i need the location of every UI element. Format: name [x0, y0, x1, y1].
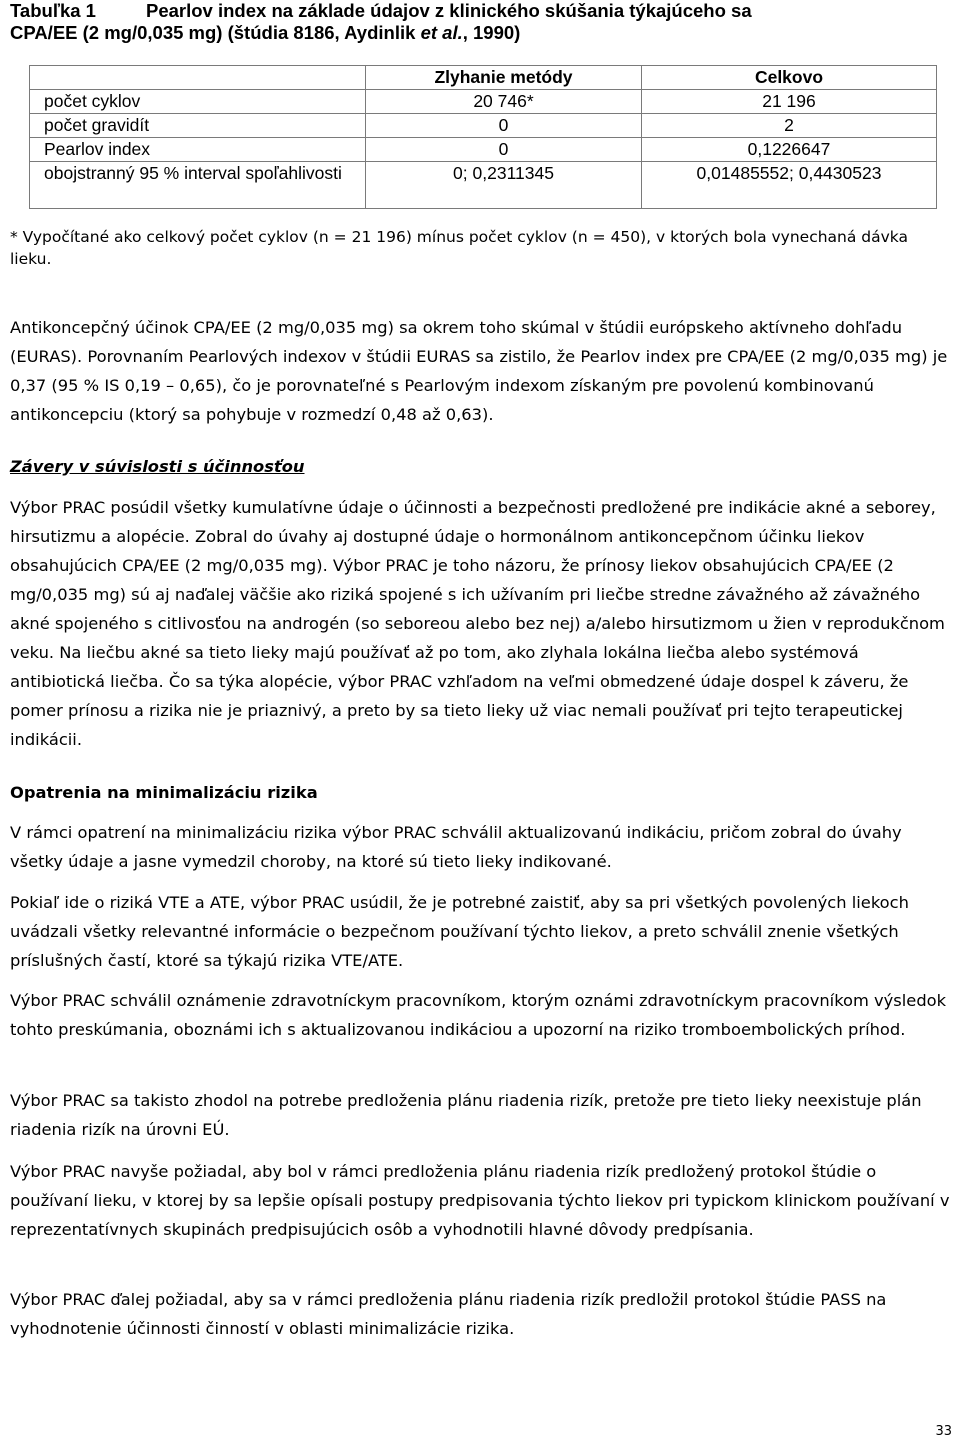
page-number: 33: [935, 1424, 952, 1439]
method-failure-value: 0: [366, 114, 642, 138]
total-value: 2: [642, 114, 937, 138]
table-footnote: * Vypočítané ako celkový počet cyklov (n = 21 196) mínus počet cyklov (n = 450), v ktorých bola vynechaná dávka lieku.: [10, 228, 909, 268]
table-header-row: [30, 66, 937, 90]
row-label: Pearlov index: [30, 138, 366, 162]
table-row: [30, 162, 937, 209]
table-row: [30, 138, 937, 162]
pearl-index-table: [29, 65, 937, 209]
method-failure-value: 0; 0,2311345: [366, 162, 642, 209]
row-label: počet cyklov: [30, 90, 366, 114]
paragraph-measures-6: Výbor PRAC ďalej požiadal, aby sa v rámci predloženia plánu riadenia rizík predložil protokol štúdie PASS na vyhodnotenie účinnosti činností v oblasti minimalizácie rizika.: [10, 1290, 887, 1338]
table-title-italic: et al.: [420, 22, 463, 43]
heading-conclusions: Závery v súvislosti s účinnosťou: [10, 457, 305, 476]
table-row: [30, 114, 937, 138]
row-label: obojstranný 95 % interval spoľahlivosti: [30, 162, 366, 209]
total-value: 21 196: [642, 90, 937, 114]
paragraph-measures-5: Výbor PRAC navyše požiadal, aby bol v rámci predloženia plánu riadenia rizík predložený protokol štúdie o používaní lieku, v ktorej by sa lepšie opísali postupy predpisovania týchto liekov pri typickom klinickom používaní v reprezentatívnych skupinách predpisujúcich osôb a vyhodnotili hlavné dôvody predpísania.: [10, 1162, 950, 1239]
heading-risk-measures: Opatrenia na minimalizáciu rizika: [10, 783, 318, 802]
table-caption-line1: [10, 0, 950, 22]
table-title-line2-end: , 1990): [462, 22, 521, 43]
row-label: počet gravidít: [30, 114, 366, 138]
table-header-total: Celkovo: [642, 66, 937, 90]
method-failure-value: 0: [366, 138, 642, 162]
table-row: [30, 90, 937, 114]
paragraph-measures-1: V rámci opatrení na minimalizáciu rizika výbor PRAC schválil aktualizovanú indikáciu, pričom zobral do úvahy všetky údaje a jasne vymedzil choroby, na ktoré sú tieto lieky indikované.: [10, 823, 902, 871]
table-number: Tabuľka 1: [10, 0, 96, 21]
paragraph-measures-3: Výbor PRAC schválil oznámenie zdravotníckym pracovníkom, ktorým oznámi zdravotníckym pracovníkom výsledok tohto preskúmania, oboznámi ich s aktualizovanou indikáciou a upozorní na riziko tromboembolických príhod.: [10, 991, 947, 1039]
table-caption-line2: [10, 22, 950, 44]
paragraph-euras: Antikoncepčný účinok CPA/EE (2 mg/0,035 mg) sa okrem toho skúmal v štúdii európskeho aktívneho dohľadu (EURAS). Porovnaním Pearlových indexov v štúdii EURAS sa zistilo, že Pearlov index pre CPA/EE (2 mg/0,035 mg) je 0,37 (95 % IS 0,19 – 0,65), čo je porovnateľné s Pearlovým indexom získaným pre povolenú kombinovanú antikoncepciu (ktorý sa pohybuje v rozmedzí 0,48 až 0,63).: [10, 318, 948, 424]
method-failure-value: 20 746*: [366, 90, 642, 114]
paragraph-measures-2: Pokiaľ ide o riziká VTE a ATE, výbor PRAC usúdil, že je potrebné zaistiť, aby sa pri všetkých povolených liekoch uvádzali všetky relevantné informácie o bezpečnom používaní týchto liekov, a preto schválil znenie všetkých príslušných častí, ktoré sa týkajú rizika VTE/ATE.: [10, 893, 909, 970]
paragraph-conclusions: Výbor PRAC posúdil všetky kumulatívne údaje o účinnosti a bezpečnosti predložené pre indikácie akné a seborey, hirsutizmu a alopécie. Zobral do úvahy aj dostupné údaje o hormonálnom antikoncepčnom účinku liekov obsahujúcich CPA/EE (2 mg/0,035 mg). Výbor PRAC je toho názoru, že prínosy liekov obsahujúcich CPA/EE (2 mg/0,035 mg) sú aj naďalej väčšie ako riziká spojené s ich užívaním pri liečbe stredne závažného až závažného akné spojeného s citlivosťou na androgén (so seboreou alebo bez nej) a/alebo hirsutizmom u žien v reprodukčnom veku. Na liečbu akné sa tieto lieky majú používať až po tom, ako zlyhala lokálna liečba alebo systémová antibiotická liečba. Čo sa týka alopécie, výbor PRAC vzhľadom na veľmi obmedzené údaje dospel k záveru, že pomer prínosu a rizika nie je priaznivý, a preto by sa tieto lieky už viac nemali používať pri tejto terapeutickej indikácii.: [10, 498, 945, 749]
table-header-empty: [30, 66, 366, 90]
total-value: 0,1226647: [642, 138, 937, 162]
table-caption: [10, 0, 950, 44]
table-title-line2-start: CPA/EE (2 mg/0,035 mg) (štúdia 8186, Aydinlik: [10, 22, 421, 43]
table-title-line1: Pearlov index na základe údajov z klinického skúšania týkajúceho sa: [146, 0, 752, 21]
total-value: 0,01485552; 0,4430523: [642, 162, 937, 209]
paragraph-measures-4: Výbor PRAC sa takisto zhodol na potrebe predloženia plánu riadenia rizík, pretože pre tieto lieky neexistuje plán riadenia rizík na úrovni EÚ.: [10, 1091, 922, 1139]
table-header-method-failure: Zlyhanie metódy: [366, 66, 642, 90]
